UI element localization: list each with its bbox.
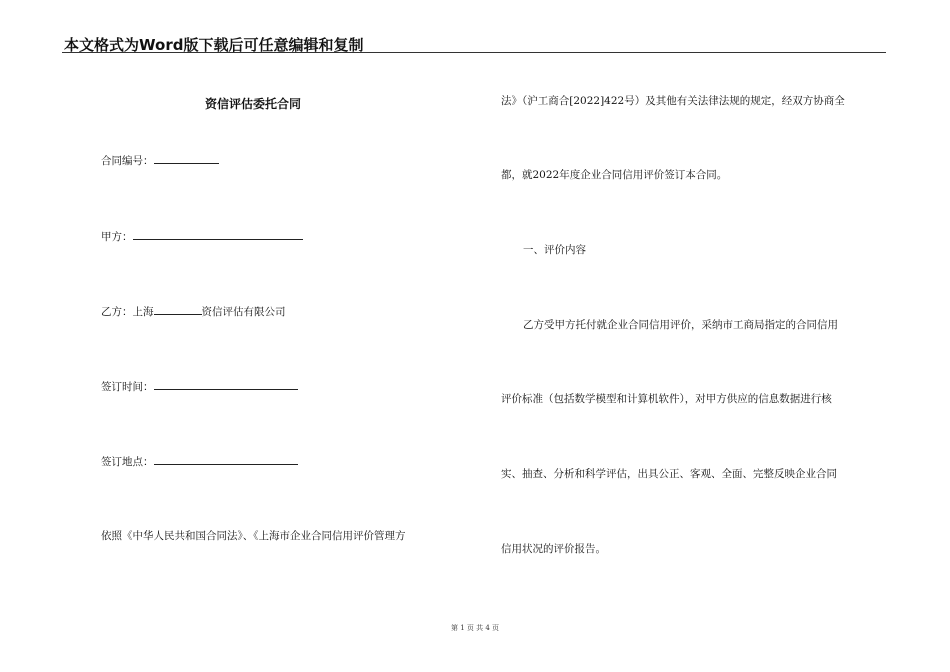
paragraph-line-3: 实、抽查、分析和科学评估，出具公正、客观、全面、完整反映企业合同	[501, 468, 837, 480]
sign-time-blank	[154, 379, 298, 390]
paragraph-line-2: 评价标准（包括数学模型和计算机软件），对甲方供应的信息数据进行核	[501, 393, 832, 405]
party-b-suffix: 资信评估有限公司	[201, 306, 286, 318]
party-b-field	[101, 304, 286, 319]
sign-time-label: 签订时间：	[101, 381, 154, 393]
header-divider	[62, 52, 886, 53]
section-heading-evaluation-content: 一、评价内容	[523, 244, 586, 256]
contract-number-blank	[154, 153, 219, 164]
right-line-1: 法》（沪工商合[2022]422号）及其他有关法律法规的规定，经双方协商全	[501, 95, 845, 107]
sign-place-field	[101, 454, 298, 469]
party-a-label: 甲方：	[101, 231, 133, 243]
right-line-2: 都，就2022年度企业合同信用评价签订本合同。	[501, 169, 728, 181]
page-footer: 第 1 页 共 4 页	[450, 624, 500, 632]
sign-place-label: 签订地点：	[101, 456, 154, 468]
party-a-field	[101, 229, 303, 244]
header-title: 本文格式为Word版下载后可任意编辑和复制	[64, 36, 364, 54]
basis-line: 依照《中华人民共和国合同法》、《上海市企业合同信用评价管理方	[101, 530, 406, 542]
paragraph-line-4: 信用状况的评价报告。	[501, 543, 606, 555]
document-title: 资信评估委托合同	[205, 97, 302, 111]
party-a-blank	[133, 229, 303, 240]
contract-number-field	[101, 153, 219, 168]
party-b-blank	[154, 304, 202, 315]
contract-number-label: 合同编号：	[101, 155, 154, 167]
sign-time-field	[101, 379, 298, 394]
sign-place-blank	[154, 454, 298, 465]
paragraph-line-1: 乙方受甲方托付就企业合同信用评价，采纳市工商局指定的合同信用	[523, 319, 838, 331]
party-b-prefix: 乙方：上海	[101, 306, 154, 318]
